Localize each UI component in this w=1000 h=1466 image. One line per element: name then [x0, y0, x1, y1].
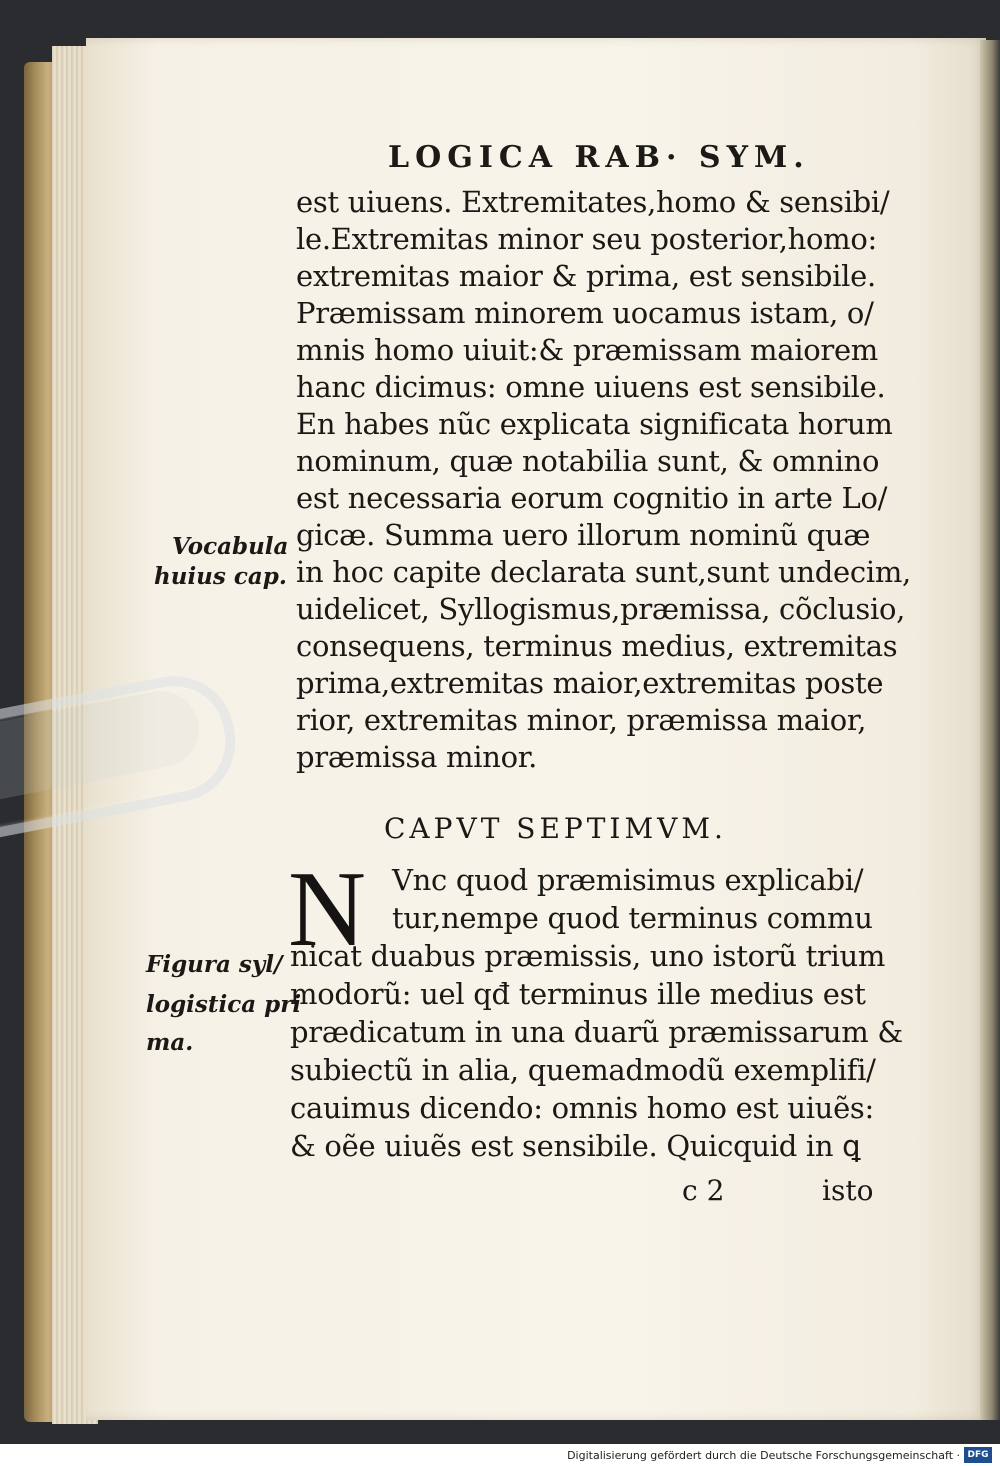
text-line: prima,extremitas maior,extremitas poste [296, 666, 884, 700]
text-line: præmissa minor. [296, 740, 538, 774]
text-line: hanc dicimus: omne uiuens est sensibile. [296, 370, 886, 404]
page-gutter-shadow [980, 40, 1000, 1420]
text-line: & oẽe uiuẽs est sensibile. Quicquid in ꝗ [290, 1129, 861, 1163]
text-line: modorũ: uel qđ terminus ille medius est [290, 977, 866, 1011]
chapter-heading: CAPVT SEPTIMVM. [384, 812, 727, 845]
text-line: consequens, terminus medius, extremitas [296, 629, 898, 663]
text-line-drop-1: tur,nempe quod terminus commu [392, 901, 873, 935]
footer-credit: Digitalisierung gefördert durch die Deutsche Forschungsgemeinschaft · [567, 1449, 960, 1462]
text-line: est uiuens. Extremitates,homo & sensibi/ [296, 185, 890, 219]
margin-note-line: huius cap. [154, 563, 287, 590]
text-line: extremitas maior & prima, est sensibile. [296, 259, 876, 293]
text-line: En habes nũc explicata significata horum [296, 407, 893, 441]
text-line: le.Extremitas minor seu posterior,homo: [296, 222, 877, 256]
text-line: prædicatum in una duarũ præmissarum & [290, 1015, 903, 1049]
text-line: uidelicet, Syllogismus,præmissa, cõclusio, [296, 592, 906, 626]
margin-note-line: ma. [146, 1029, 194, 1056]
text-line: est necessaria eorum cognitio in arte Lo/ [296, 481, 888, 515]
text-line: in hoc capite declarata sunt,sunt undecim, [296, 555, 911, 589]
running-head: LOGICA RAB· SYM. [388, 140, 810, 175]
text-line: subiectũ in alia, quemadmodũ exemplifi/ [290, 1053, 876, 1087]
catchword: isto [822, 1174, 874, 1207]
text-line: rior, extremitas minor, præmissa maior, [296, 703, 867, 737]
margin-note-line: Vocabula [172, 533, 289, 560]
text-line: gicæ. Summa uero illorum nominũ quæ [296, 518, 871, 552]
margin-note-line: Figura syl/ [146, 951, 283, 978]
signature-mark: c 2 [682, 1174, 725, 1207]
margin-note-line: logistica pri [146, 991, 302, 1018]
text-line: nominum, quæ notabilia sunt, & omnino [296, 444, 880, 478]
dfg-logo: DFG [964, 1447, 992, 1463]
text-line: nicat duabus præmissis, uno istorũ trium [290, 939, 886, 973]
drop-cap: N [288, 850, 366, 969]
text-line: mnis homo uiuit:& præmissam maiorem [296, 333, 879, 367]
margin-note-vocabula [154, 532, 289, 592]
text-line: Præmissam minorem uocamus istam, o/ [296, 296, 874, 330]
text-line: cauimus dicendo: omnis homo est uiuẽs: [290, 1091, 874, 1125]
text-line-drop-0: Vnc quod præmisimus explicabi/ [392, 863, 864, 897]
margin-note-figura [146, 950, 301, 1058]
